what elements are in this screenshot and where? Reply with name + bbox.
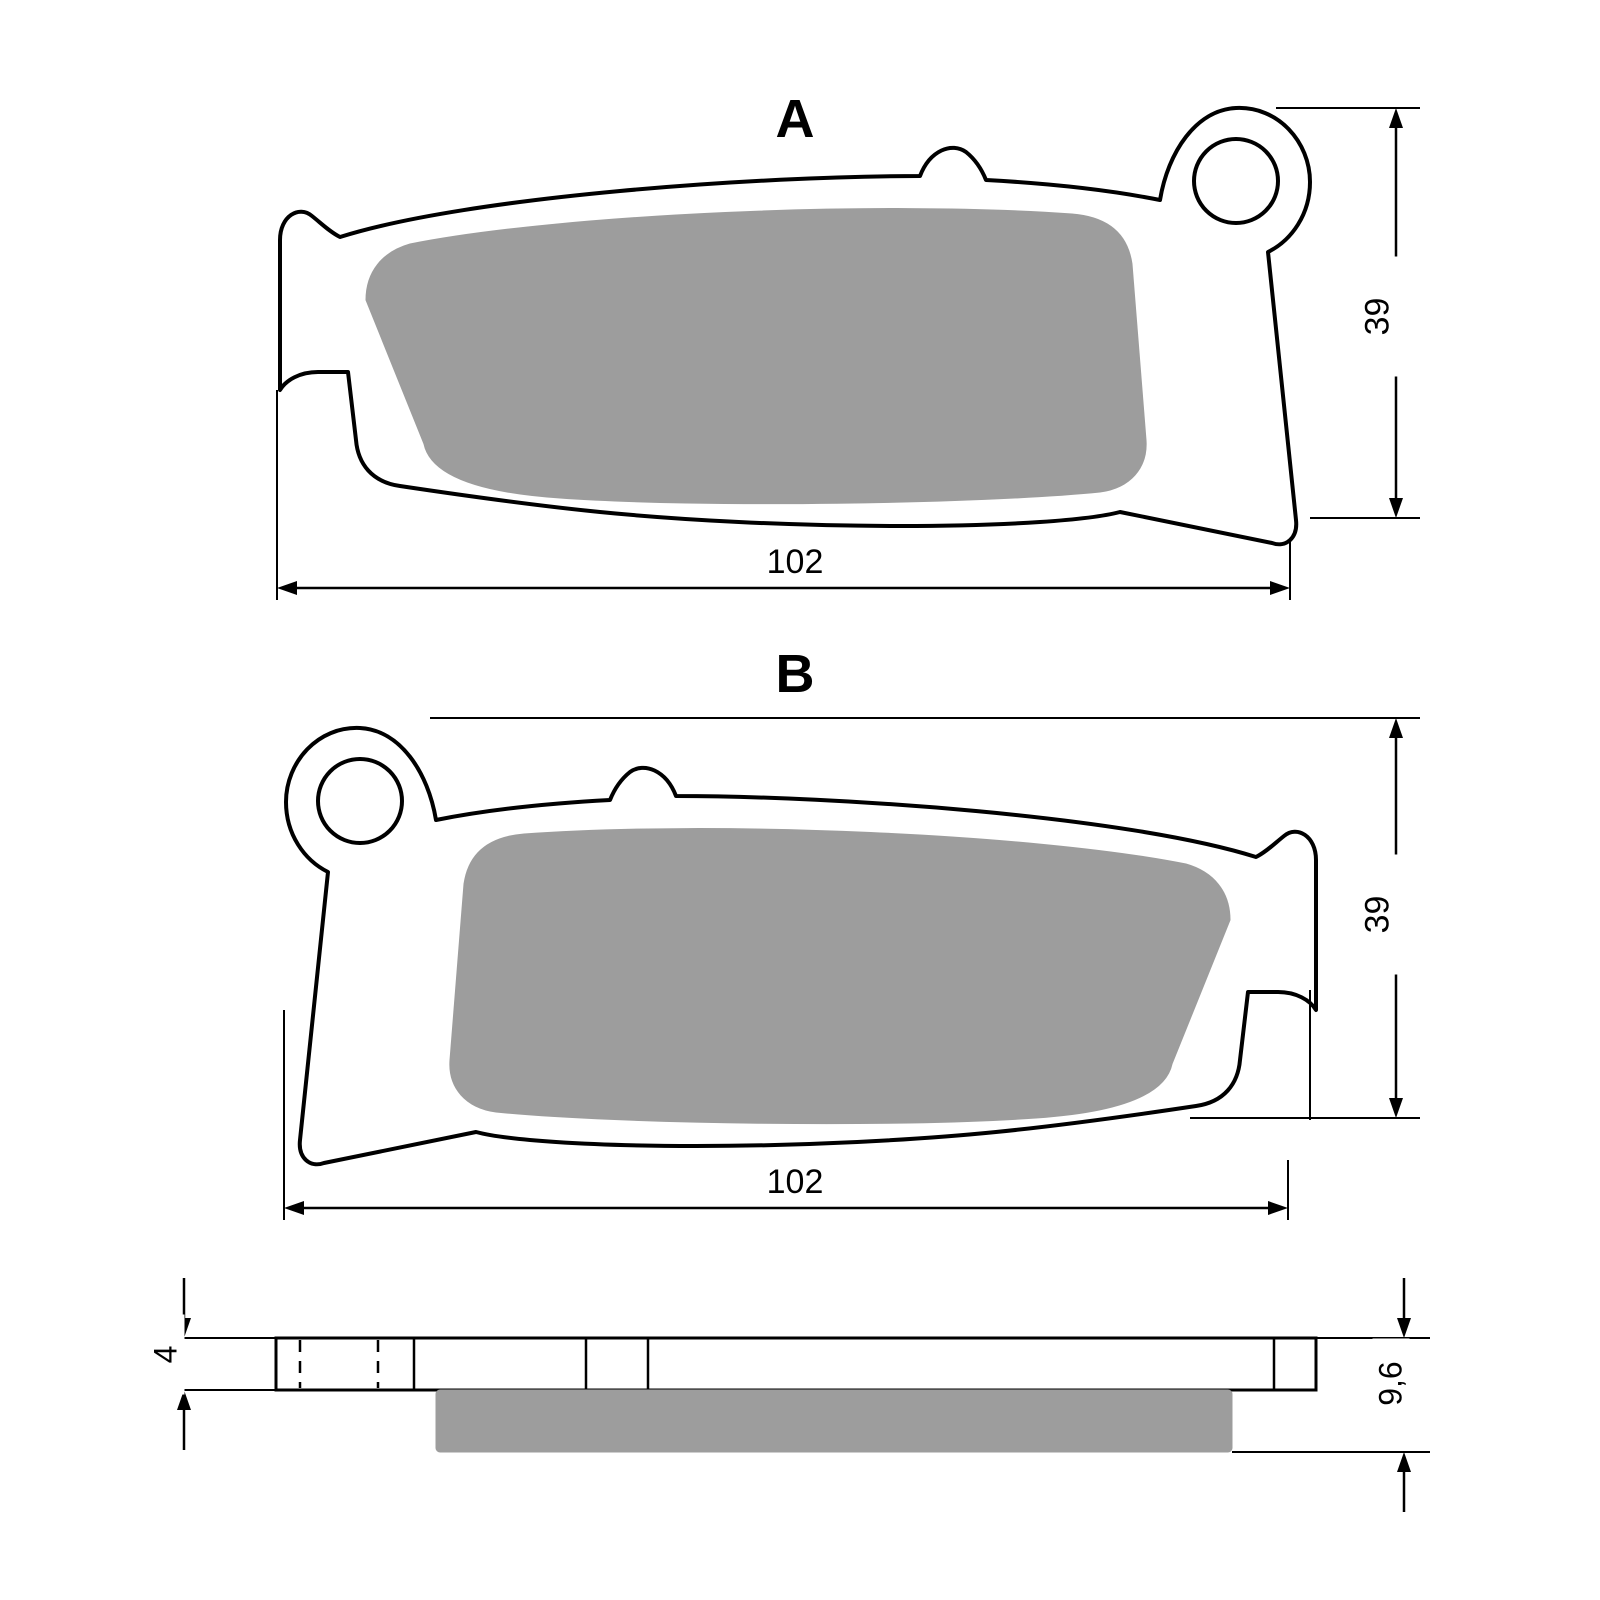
dimension-b-width-label: 102 (735, 1163, 855, 1202)
dimension-plate-thickness-label: 4 (148, 1315, 185, 1395)
dimension-b-height-label: 39 (1359, 855, 1398, 975)
dimension-a-height-label: 39 (1359, 257, 1398, 377)
view-a-letter-label: A (745, 88, 845, 150)
dimension-total-thickness-label: 9,6 (1373, 1339, 1410, 1429)
dimension-a-width-label: 102 (735, 543, 855, 582)
view-b-letter-label: B (745, 643, 845, 705)
